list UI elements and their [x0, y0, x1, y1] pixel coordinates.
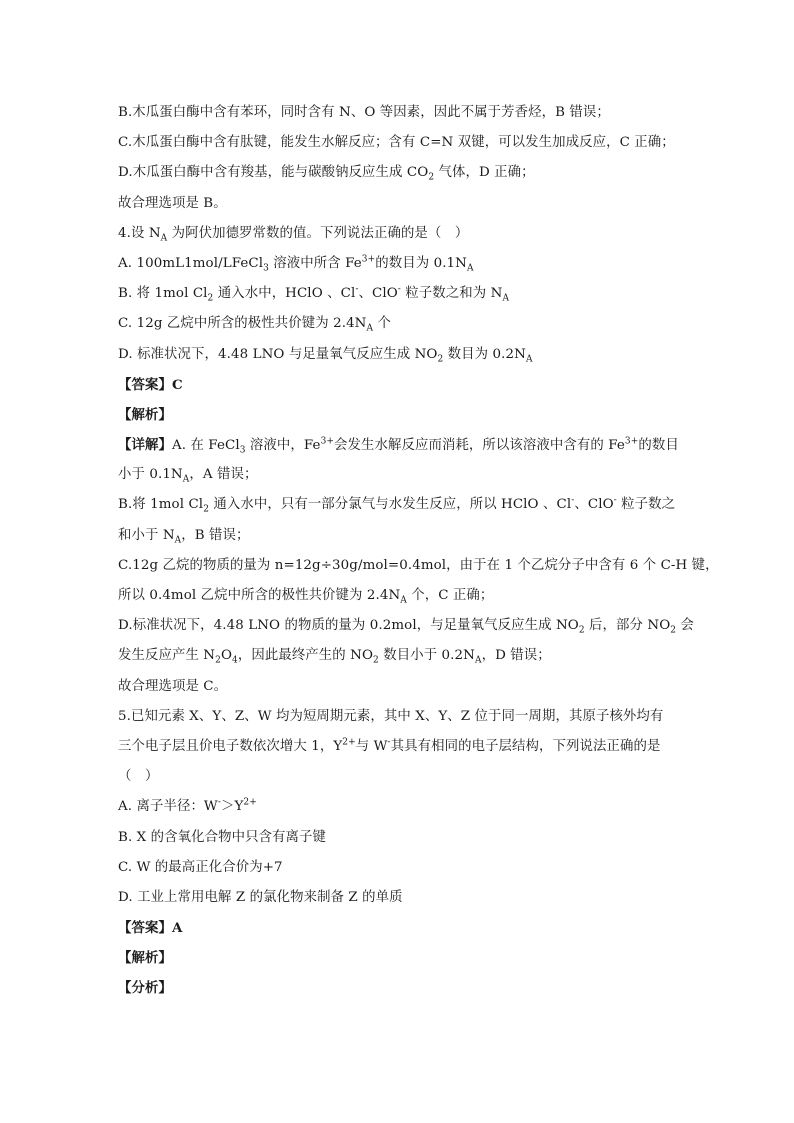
- text-run: ，B 错误；: [181, 527, 250, 543]
- text-line: [118, 792, 678, 822]
- text-line: [118, 189, 678, 219]
- text-line: [118, 460, 678, 490]
- subscript-text: A: [160, 233, 168, 244]
- text-line: [118, 98, 678, 128]
- text-run: ＞Y: [220, 799, 244, 815]
- text-line: [118, 219, 678, 249]
- text-run: 个: [373, 316, 391, 332]
- text-run: A. 离子半径：W: [118, 799, 218, 815]
- text-line: [118, 521, 678, 551]
- text-line: [118, 641, 678, 671]
- subscript-text: 3: [239, 445, 246, 456]
- subscript-text: 2: [578, 625, 585, 636]
- text-run: A. 100mL1mol/LFeCl: [118, 255, 264, 271]
- text-run: 会发生水解反应而消耗，所以该溶液中含有的 Fe: [334, 438, 625, 454]
- text-run: D.标准状况下，4.48 LNO 的物质的量为 0.2mol，与足量氧气反应生成 NO: [118, 618, 579, 634]
- text-run: 数目小于 0.2N: [378, 648, 475, 664]
- text-run: ，因此最终产生的 NO: [237, 648, 374, 664]
- text-line: [118, 128, 678, 158]
- section-heading: 【答案】C: [118, 376, 183, 393]
- text-line: [118, 732, 678, 762]
- text-run: 的数目为 0.1N: [375, 255, 467, 271]
- text-run: D.木瓜蛋白酶中含有羧基，能与碳酸钠反应生成 CO: [118, 165, 429, 181]
- text-run: B. X 的含氧化合物中只含有离子键: [118, 829, 327, 845]
- section-heading: 【详解】: [118, 437, 172, 454]
- text-line: [118, 490, 678, 520]
- text-run: D. 工业上常用电解 Z 的氯化物来制备 Z 的单质: [118, 889, 403, 905]
- subscript-text: 2: [670, 625, 677, 636]
- text-run: 溶液中，Fe: [245, 438, 321, 454]
- document-page: [118, 98, 719, 1004]
- text-run: 通入水中，只有一部分氯气与水发生反应，所以 HClO 、Cl: [209, 497, 572, 513]
- subscript-text: A: [502, 293, 510, 304]
- text-line: [118, 672, 678, 702]
- text-run: 4.设 N: [118, 225, 161, 241]
- text-line: [118, 430, 678, 460]
- superscript-text: 2+: [342, 737, 356, 748]
- text-line: [118, 823, 678, 853]
- text-run: 与 W: [355, 738, 388, 754]
- text-run: C.12g 乙烷的物质的量为 n=12g÷30g/mol=0.4mol，由于在 1 个乙烷分子中含有 6 个 C-H 键，: [118, 557, 719, 573]
- subscript-text: A: [174, 535, 182, 546]
- subscript-text: A: [525, 354, 533, 365]
- subscript-text: 2: [215, 656, 221, 667]
- text-line: [118, 973, 678, 1003]
- superscript-text: -: [355, 284, 359, 295]
- text-run: 会: [676, 618, 694, 634]
- text-run: 数目为 0.2N: [443, 346, 526, 362]
- text-run: ，D 错误；: [481, 648, 551, 664]
- text-run: 个，C 正确；: [406, 588, 494, 603]
- text-run: 的数目: [638, 438, 679, 454]
- subscript-text: A: [474, 656, 482, 667]
- text-run: O: [220, 648, 233, 664]
- superscript-text: -: [571, 495, 575, 506]
- text-line: [118, 611, 694, 641]
- text-run: 所以 0.4mol 乙烷中所含的极性共价键为 2.4N: [118, 588, 401, 603]
- text-run: 粒子数之: [616, 497, 676, 513]
- text-line: [118, 400, 678, 430]
- text-run: 、ClO: [574, 497, 614, 513]
- text-run: 故合理选项是 C。: [118, 678, 228, 694]
- text-run: 粒子数之和为 N: [400, 286, 503, 302]
- text-run: 发生反应产生 N: [118, 648, 216, 664]
- subscript-text: 2: [207, 293, 214, 304]
- text-run: C. W 的最高正化合价为+7: [118, 859, 283, 875]
- superscript-text: -: [217, 797, 221, 808]
- subscript-text: A: [366, 323, 374, 334]
- text-run: 故合理选项是 B。: [118, 195, 227, 211]
- text-run: 5.已知元素 X、Y、Z、W 均为短周期元素，其中 X、Y、Z 位于同一周期，其原子核外均有: [118, 708, 664, 724]
- text-line: [118, 913, 678, 943]
- text-line: [118, 158, 678, 188]
- text-line: [118, 370, 678, 400]
- text-run: 、ClO: [358, 286, 398, 302]
- text-run: B.将 1mol Cl: [118, 497, 204, 513]
- text-run: 后，部分 NO: [584, 618, 671, 634]
- text-line: [118, 309, 678, 339]
- text-run: D. 标准状况下，4.48 LNO 与足量氧气反应生成 NO: [118, 346, 438, 362]
- subscript-text: A: [182, 474, 190, 485]
- text-run: 溶液中所含 Fe: [268, 255, 362, 271]
- subscript-text: A: [400, 595, 407, 606]
- text-line: [118, 853, 678, 883]
- text-run: （ ）: [118, 769, 159, 785]
- subscript-text: A: [467, 263, 474, 274]
- text-line: [118, 702, 678, 732]
- subscript-text: 3: [263, 263, 269, 274]
- text-line: [118, 340, 678, 370]
- text-line: [118, 551, 719, 581]
- superscript-text: -: [613, 495, 617, 506]
- superscript-text: -: [397, 284, 401, 295]
- superscript-text: -: [387, 737, 391, 748]
- superscript-text: 3+: [361, 254, 376, 265]
- text-run: 为阿伏加德罗常数的值。下列说法正确的是（ ）: [167, 225, 469, 241]
- text-run: 和小于 N: [118, 527, 175, 543]
- subscript-text: 4: [232, 656, 238, 667]
- text-run: 气体，D 正确；: [434, 165, 535, 181]
- text-run: C.木瓜蛋白酶中含有肽键，能发生水解反应；含有 C=N 双键，可以发生加成反应，C 正确；: [118, 135, 675, 151]
- subscript-text: 2: [203, 505, 210, 516]
- text-run: C. 12g 乙烷中所含的极性共价键为 2.4N: [118, 316, 367, 332]
- section-heading: 【解析】: [118, 406, 172, 423]
- section-heading: 【答案】A: [118, 920, 183, 937]
- subscript-text: 2: [437, 354, 444, 365]
- text-run: 三个电子层且价电子数依次增大 1，Y: [118, 738, 343, 754]
- text-line: [118, 279, 678, 309]
- superscript-text: 3+: [624, 436, 639, 447]
- text-run: A. 在 FeCl: [171, 438, 240, 454]
- text-run: 通入水中，HClO 、Cl: [213, 286, 356, 302]
- superscript-text: 3+: [320, 436, 335, 447]
- text-line: [118, 249, 678, 279]
- subscript-text: 2: [373, 656, 379, 667]
- subscript-text: 2: [428, 173, 435, 184]
- text-run: ，A 错误；: [189, 467, 258, 483]
- text-run: B.木瓜蛋白酶中含有苯环，同时含有 N、O 等因素，因此不属于芳香烃，B 错误；: [118, 105, 610, 120]
- text-line: [118, 883, 678, 913]
- section-heading: 【解析】: [118, 950, 172, 967]
- text-line: [118, 943, 678, 973]
- text-line: [118, 762, 678, 792]
- text-line: [118, 581, 678, 611]
- text-run: 小于 0.1N: [118, 467, 183, 483]
- superscript-text: 2+: [243, 797, 257, 808]
- section-heading: 【分析】: [118, 980, 172, 997]
- text-run: B. 将 1mol Cl: [118, 286, 208, 302]
- text-run: 其具有相同的电子层结构，下列说法正确的是: [390, 738, 661, 754]
